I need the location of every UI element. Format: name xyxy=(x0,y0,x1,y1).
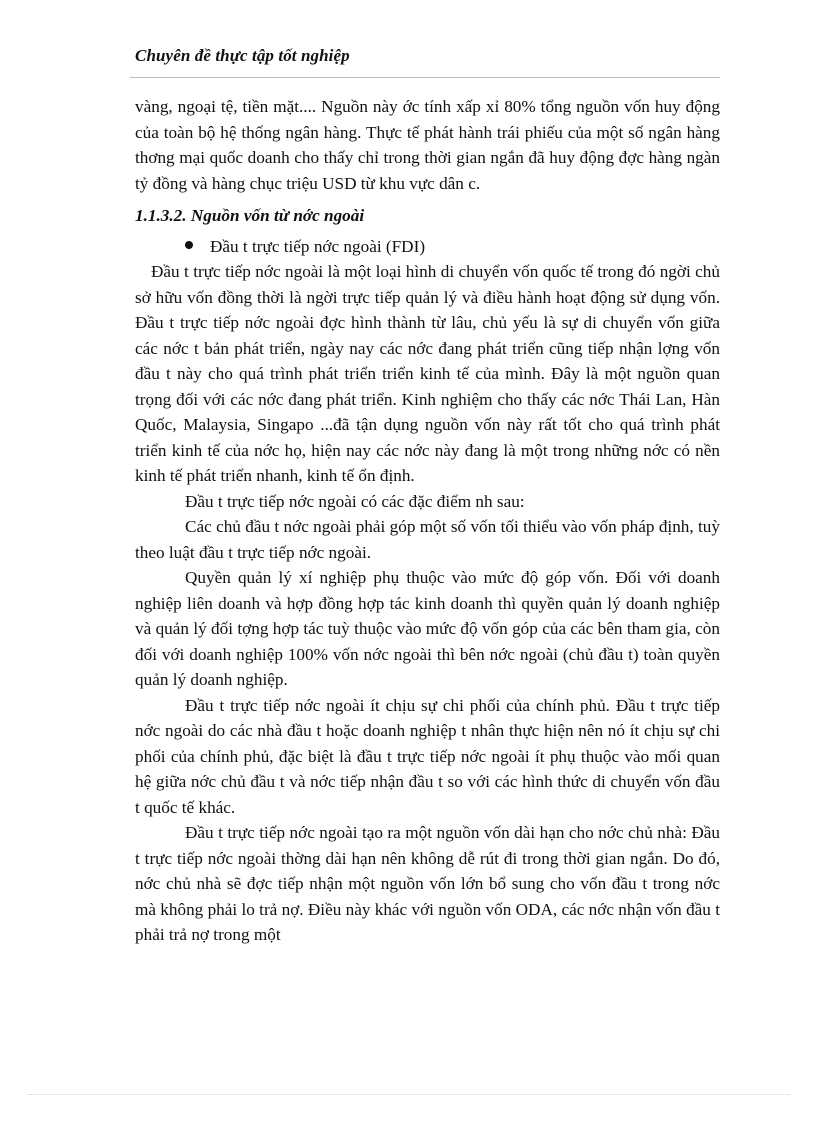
paragraph-7: Đầu t trực tiếp nớc ngoài tạo ra một nguồn vốn dài hạn cho nớc chủ nhà: Đầu t trực tiếp nớc ngoài thờng dài hạn nên không dễ rút đi trong thời gian ngắn. Do đó, nớc chủ nhà sẽ đợc tiếp nhận một nguồn vốn lớn bổ sung cho vốn đầu t trong nớc mà không phải lo trả nợ. Điều này khác với nguồn vốn ODA, các nớc nhận vốn đầu t phải trả nợ trong một xyxy=(135,823,720,944)
bullet-item xyxy=(135,234,720,260)
paragraph-4: Các chủ đầu t nớc ngoài phải góp một số vốn tối thiểu vào vốn pháp định, tuỳ theo luật đầu t trực tiếp nớc ngoài. xyxy=(135,517,720,562)
bullet-icon xyxy=(185,241,193,249)
document-body xyxy=(135,94,720,948)
section-heading: 1.1.3.2. Nguồn vốn từ nớc ngoài xyxy=(135,206,365,225)
paragraph-3: Đầu t trực tiếp nớc ngoài có các đặc điểm nh sau: xyxy=(185,491,525,511)
page-footer-line xyxy=(28,1094,790,1095)
paragraph-2: Đầu t trực tiếp nớc ngoài là một loại hình di chuyển vốn quốc tế trong đó ngời chủ sở hữu vốn đồng thời là ngời trực tiếp quản lý và điều hành hoạt động sử dụng vốn. Đầu t trực tiếp nớc ngoài đợc hình thành từ lâu, chủ yếu là sự di chuyển vốn giữa các nớc t bản phát triển, ngày nay các nớc đang phát triển cũng tiếp nhận lợng vốn đầu t này cho quá trình phát triển triển kinh tế của mình. Đây là một nguồn quan trọng đối với các nớc đang phát triển. Kinh nghiệm cho thấy các nớc Thái Lan, Hàn Quốc, Malaysia, Singapo ...đã tận dụng nguồn vốn này rất tốt cho quá trình phát triển kinh tế của nớc họ, hiện nay các nớc này đang là một trong những nớc có nền kinh tế phát triển nhanh, kinh tế ổn định. xyxy=(135,262,720,485)
paragraph-5: Quyền quản lý xí nghiệp phụ thuộc vào mức độ góp vốn. Đối với doanh nghiệp liên doanh và hợp đồng hợp tác kinh doanh thì quyền quản lý doanh nghiệp và quản lý đối tợng hợp tác tuỳ thuộc vào mức độ vốn góp của các bên tham gia, còn đối với doanh nghiệp 100% vốn nớc ngoài thì bên nớc ngoài (chủ đầu t) toàn quyền quản lý doanh nghiệp. xyxy=(135,568,720,689)
page-header: Chuyên đề thực tập tốt nghiệp xyxy=(135,46,350,65)
header-rule xyxy=(130,77,720,78)
paragraph-1: vàng, ngoại tệ, tiền mặt.... Nguồn này ớc tính xấp xỉ 80% tổng nguồn vốn huy động của toàn bộ hệ thống ngân hàng. Thực tế phát hành trái phiếu của một số ngân hàng thơng mại quốc doanh cho thấy chỉ trong thời gian ngắn đã huy động đợc hàng ngàn tỷ đồng và hàng chục triệu USD từ khu vực dân c. xyxy=(135,97,720,193)
bullet-text: Đầu t trực tiếp nớc ngoài (FDI) xyxy=(210,236,426,256)
paragraph-6: Đầu t trực tiếp nớc ngoài ít chịu sự chi phối của chính phủ. Đầu t trực tiếp nớc ngoài do các nhà đầu t hoặc doanh nghiệp t nhân thực hiện nên nó ít chịu sự chi phối của chính phủ, đặc biệt là đầu t trực tiếp nớc ngoài ít phụ thuộc vào mối quan hệ giữa nớc chủ đầu t và nớc tiếp nhận đầu t so với các hình thức di chuyển vốn đầu t quốc tế khác. xyxy=(135,695,720,817)
